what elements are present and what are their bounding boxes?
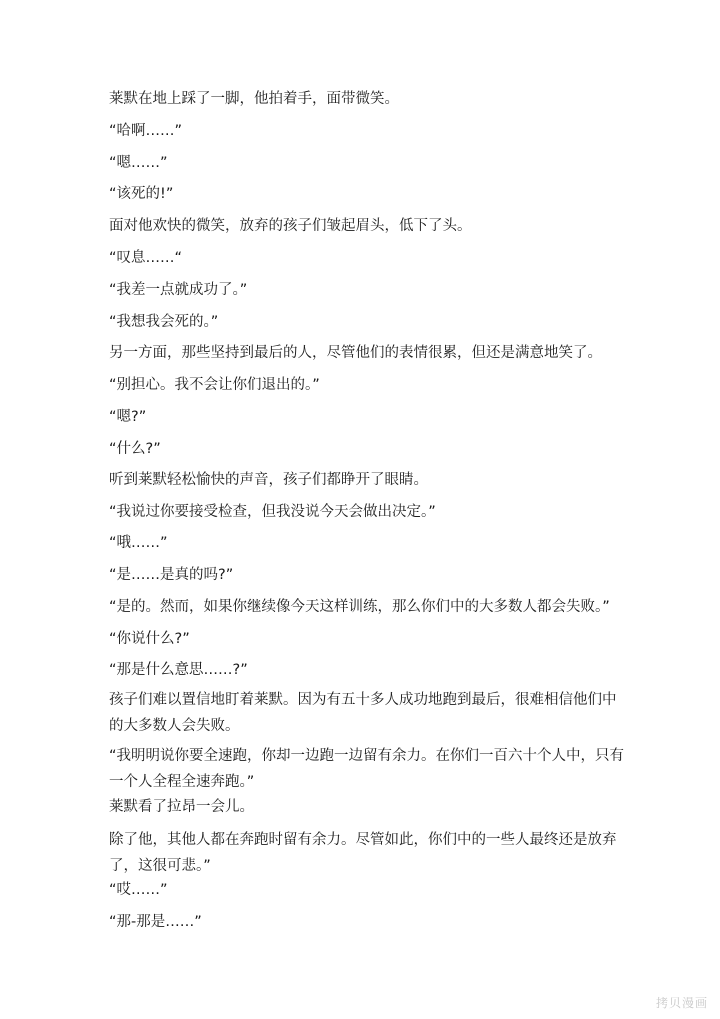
paragraph: “我说过你要接受检查，但我没说今天会做出决定。” bbox=[109, 504, 436, 520]
paragraph: “嗯?” bbox=[109, 409, 147, 425]
paragraph: “是……是真的吗?” bbox=[109, 567, 234, 583]
paragraph: “叹息……“ bbox=[109, 250, 183, 266]
paragraph: “我想我会死的。” bbox=[109, 314, 219, 330]
paragraph: 孩子们难以置信地盯着莱默。因为有五十多人成功地跑到最后，很难相信他们中的大多数人会失败。 bbox=[109, 692, 617, 734]
paragraph: 莱默看了拉昂一会儿。 bbox=[109, 799, 254, 815]
paragraph: “别担心。我不会让你们退出的。” bbox=[109, 377, 320, 393]
paragraph: “哈啊……” bbox=[109, 123, 183, 139]
paragraph: “那-那是……” bbox=[109, 914, 202, 930]
paragraph: 除了他，其他人都在奔跑时留有余力。尽管如此，你们中的一些人最终还是放弃了，这很可悲。” bbox=[109, 832, 617, 874]
paragraph: “你说什么?” bbox=[109, 631, 190, 647]
paragraph: “哦……” bbox=[109, 535, 168, 551]
paragraph: “哎……” bbox=[109, 882, 168, 898]
paragraph: “该死的!” bbox=[109, 186, 174, 202]
paragraph: “我差一点就成功了。” bbox=[109, 282, 248, 298]
paragraph: “是的。然而，如果你继续像今天这样训练，那么你们中的大多数人都会失败。” bbox=[109, 599, 610, 615]
paragraph: “我明明说你要全速跑，你却一边跑一边留有余力。在你们一百六十个人中，只有一个人全程全速奔跑。” bbox=[109, 748, 625, 790]
paragraph: “什么?” bbox=[109, 441, 161, 457]
paragraph: “嗯……” bbox=[109, 155, 168, 171]
watermark: 拷贝漫画 bbox=[655, 996, 708, 1010]
paragraph: “那是什么意思……?” bbox=[109, 662, 248, 678]
paragraph: 听到莱默轻松愉快的声音，孩子们都睁开了眼睛。 bbox=[109, 472, 428, 488]
paragraph: 面对他欢快的微笑，放弃的孩子们皱起眉头，低下了头。 bbox=[109, 218, 472, 234]
paragraph: 另一方面，那些坚持到最后的人，尽管他们的表情很累，但还是满意地笑了。 bbox=[109, 345, 602, 361]
paragraph: 莱默在地上踩了一脚，他拍着手，面带微笑。 bbox=[109, 91, 399, 107]
